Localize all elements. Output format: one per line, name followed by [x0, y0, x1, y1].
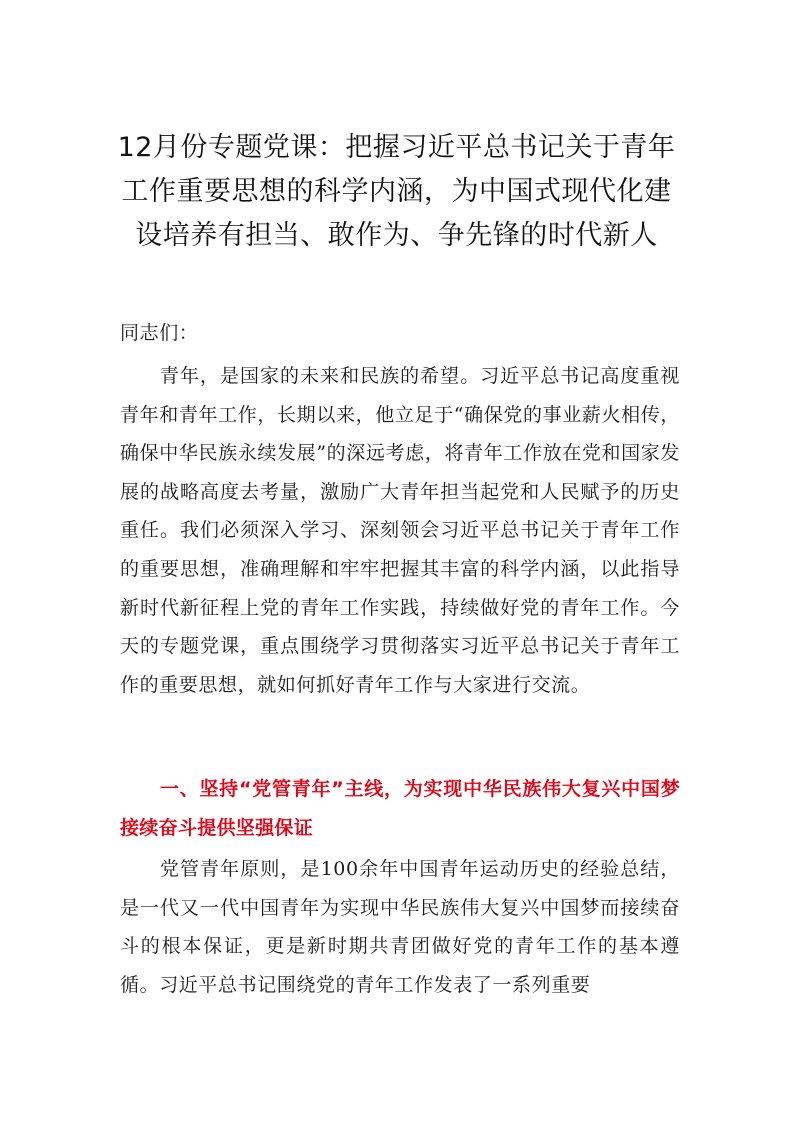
salutation: 同志们： — [120, 322, 199, 344]
document-title: 12月份专题党课：把握习近平总书记关于青年工作重要思想的科学内涵，为中国式现代化建设培养有担当、敢作为、争先锋的时代新人 — [117, 132, 676, 251]
paragraph-section-1: 党管青年原则，是100余年中国青年运动历史的经验总结，是一代又一代中国青年为实现中华民族伟大复兴中国梦而接续奋斗的根本保证，更是新时期共青团做好党的青年工作的基本遵循。习近平总书记围绕党的青年工作发表了一系列重要 — [120, 858, 680, 996]
section-heading-1: 一、坚持“党管青年”主线，为实现中华民族伟大复兴中国梦接续奋斗提供坚强保证 — [120, 778, 680, 839]
paragraph-intro: 青年，是国家的未来和民族的希望。习近平总书记高度重视青年和青年工作，长期以来，他立足于“确保党的事业薪火相传，确保中华民族永续发展”的深远考虑，将青年工作放在党和国家发展的战略高度去考量，激励广大青年担当起党和人民赋予的历史重任。我们必须深入学习、深刻领会习近平总书记关于青年工作的重要思想，准确理解和牢牢把握其丰富的科学内涵，以此指导新时代新征程上党的青年工作实践，持续做好党的青年工作。今天的专题党课，重点围绕学习贯彻落实习近平总书记关于青年工作的重要思想，就如何抓好青年工作与大家进行交流。 — [120, 365, 680, 696]
